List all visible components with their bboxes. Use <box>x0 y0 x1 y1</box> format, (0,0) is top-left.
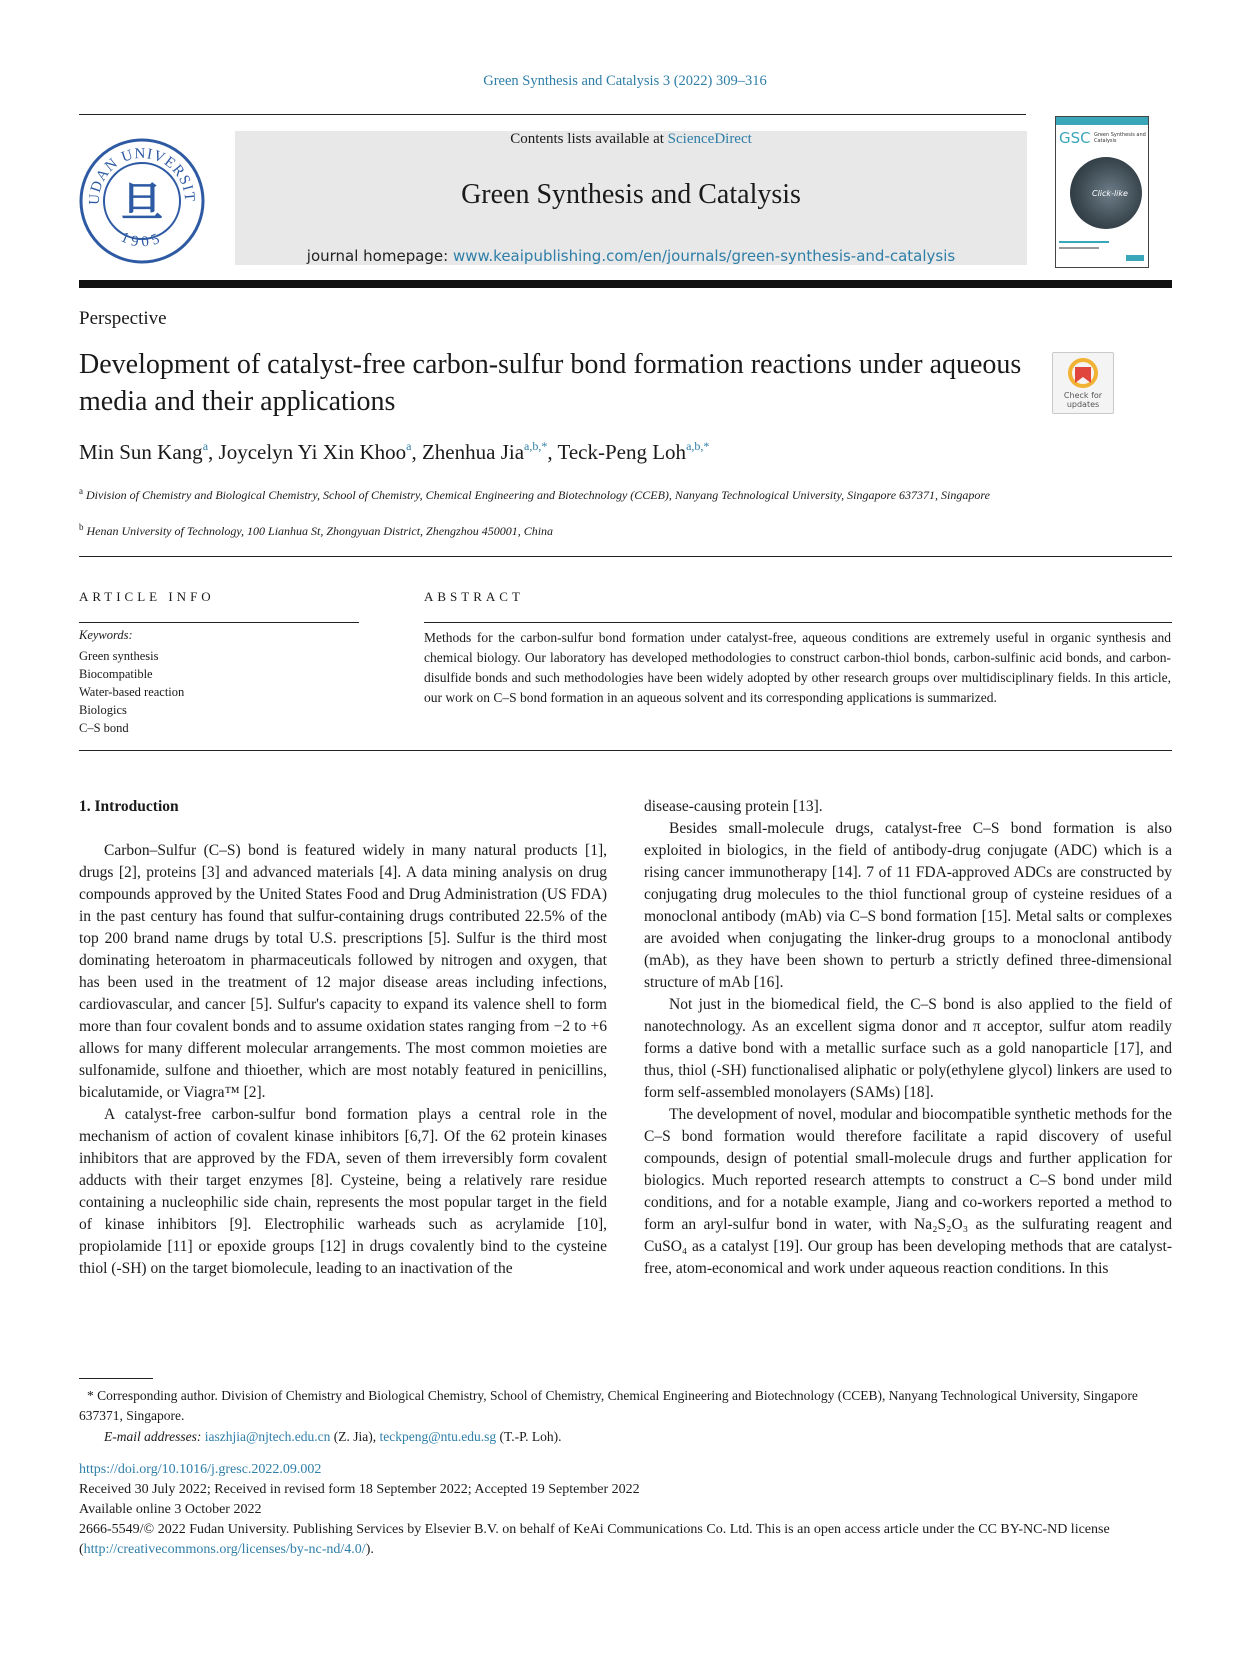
author-affiliation-mark[interactable]: a <box>202 439 209 453</box>
body-left-column <box>79 796 607 1280</box>
keywords-label: Keywords: <box>79 628 133 642</box>
keyword: Biologics <box>79 703 127 717</box>
section-heading: 1. Introduction <box>79 798 179 815</box>
svg-text:FUDAN UNIVERSITY: UDAN UNIVERSIT <box>86 145 198 206</box>
svg-text:旦: 旦 <box>120 178 164 227</box>
author-affiliation-mark[interactable]: a,b,* <box>686 439 710 453</box>
journal-homepage-link[interactable]: www.keaipublishing.com/en/journals/green-synthesis-and-catalysis <box>452 247 956 265</box>
author-affiliation-mark[interactable]: a <box>406 439 412 453</box>
article-metadata <box>79 1460 1172 1560</box>
affiliation-a: $^a$ Division of Chemistry and Biological Chemistry, School of Chemistry, Chemical Engineering and Biotechnology (CCEB), Nanyang Technological University, Singapore 637371, Singapore <box>79 486 990 502</box>
svg-text:updates: updates <box>1066 400 1100 409</box>
email-addresses: E-mail addresses: iaszhjia@njtech.edu.cn (Z. Jia), teckpeng@ntu.edu.sg (T.-P. Loh). <box>104 1429 562 1444</box>
email-link[interactable]: iaszhjia@njtech.edu.cn <box>204 1429 331 1444</box>
available-online: Available online 3 October 2022 <box>79 1502 262 1517</box>
journal-cover-thumbnail: GSC Green Synthesis and Catalysis Click-like <box>1055 116 1149 268</box>
article-info-heading: ARTICLE INFO <box>79 589 215 604</box>
body-right-column <box>644 796 1172 1280</box>
body-paragraph: Carbon–Sulfur (C–S) bond is featured widely in many natural products [1], drugs [2], proteins [3] and advanced materials [4]. A data mining analysis on drug compounds approved by the United States Food and Drug Administration (US FDA) in the past century has found that sulfur-containing drugs contributed 22.5% of the top 200 brand name drugs by total U.S. prescriptions [5]. Sulfur is the third most dominating heteroatom in pharmaceuticals followed by nitrogen and oxygen, that has been used in the treatment of 12 major disease areas including infections, cardiovascular, and cancer [5]. Sulfur's capacity to expand its valence shell to form more than four covalent bonds and to assume oxidation states ranging from −2 to +6 allows for many different molecular arrangements. The most common moieties are sulfonamide, sulfone and thioether, which are most notably featured in penicillins, bicalutamide, or Viagra™ [2]. <box>79 842 607 1101</box>
journal-title: Green Synthesis and Catalysis <box>461 179 801 210</box>
contents-available: Contents lists available at ScienceDirect <box>510 131 752 147</box>
keyword: Green synthesis <box>79 649 159 663</box>
sciencedirect-link[interactable]: ScienceDirect <box>667 131 752 147</box>
author-name[interactable]: Joycelyn Yi Xin Khoo <box>218 440 407 464</box>
body-paragraph: A catalyst-free carbon-sulfur bond formation plays a central role in the mechanism of action of covalent kinase inhibitors [6,7]. Of the 62 protein kinases inhibitors that are approved by the FDA, seven of them irreversibly form covalent adducts with their target enzymes [8]. Cysteine, being a relatively rare residue containing a nucleophilic side chain, represents the most popular target in the field of kinase inhibitors [9]. Electrophilic warheads such as acrylamide [10], propiolamide [11] or epoxide groups [12] in drugs covalently bind to the cysteine thiol (-SH) on the target biomolecule, leading to an inactivation of the <box>79 1106 607 1277</box>
svg-text:Check for: Check for <box>1063 391 1103 400</box>
article-title: Development of catalyst-free carbon-sulfur bond formation reactions under aqueous media and their applications <box>79 349 1022 417</box>
keyword: Biocompatible <box>79 667 153 681</box>
footnote-rule <box>79 1378 153 1379</box>
section-rule <box>79 556 1172 557</box>
abstract-text: Methods for the carbon-sulfur bond formation under catalyst-free, aqueous conditions are extremely useful in organic synthesis and chemical biology. Our laboratory has developed methodologies to construct carbon-thiol bonds, carbon-sulfinic acid bonds, and carbon-disulfide bonds and such methodologies have been widely adopted by other research groups over multidisciplinary fields. In this article, our work on C–S bond formation in an aqueous solvent and its corresponding applications is summarized. <box>424 630 1171 705</box>
header-thick-rule <box>79 280 1172 288</box>
article-info-rule <box>79 622 359 623</box>
article-type: Perspective <box>79 308 167 329</box>
fudan-university-logo <box>79 137 205 265</box>
svg-text:1905: 1905 <box>118 229 166 251</box>
corresponding-author-note: * Corresponding author. Division of Chemistry and Biological Chemistry, School of Chemistry, Chemical Engineering and Biotechnology (CCEB), Nanyang Technological University, Singapore 637371, Singapore. <box>79 1388 1138 1423</box>
author-affiliation-mark[interactable]: a,b,* <box>524 439 548 453</box>
journal-citation-link[interactable]: Green Synthesis and Catalysis 3 (2022) 309–316 <box>483 73 767 89</box>
check-for-updates-button[interactable] <box>1052 352 1114 414</box>
doi-link[interactable]: https://doi.org/10.1016/j.gresc.2022.09.002 <box>79 1462 322 1477</box>
author-name[interactable]: Zhenhua Jia <box>421 440 525 464</box>
body-paragraph: The development of novel, modular and biocompatible synthetic methods for the C–S bond formation would therefore facilitate a rapid discovery of useful compounds, design of potential small-molecule drugs and further application for biologics. Much reported research attempts to construct a C–S bond under mild conditions, and for a notable example, Jiang and co-workers reported a method to form an aryl-sulfur bond in water, with Na₂S₂O₃ as the sulfurating reagent and CuSO₄ as a catalyst [19]. Our group has been developing methods that are catalyst-free, atom-economical and work under aqueous reaction conditions. In this <box>644 1106 1172 1277</box>
received-dates: Received 30 July 2022; Received in revised form 18 September 2022; Accepted 19 September 2022 <box>79 1482 640 1497</box>
keyword: C–S bond <box>79 721 129 735</box>
body-paragraph: Besides small-molecule drugs, catalyst-free C–S bond formation is also exploited in biologics, in the field of antibody-drug conjugate (ADC) which is a rising cancer immunotherapy [14]. 7 of 11 FDA-approved ADCs are constructed by conjugating drug molecules to the thiol functional group of cysteine residues of a monoclonal antibody (mAb) via C–S bond formation [15]. Metal salts or complexes are avoided when conjugating the linker-drug groups to a monoclonal antibody (mAb), as they have been shown to perturb a strictly defined three-dimensional structure of mAb [16]. <box>644 820 1172 991</box>
keyword: Water-based reaction <box>79 685 185 699</box>
section-rule <box>79 750 1172 751</box>
author-name[interactable]: Min Sun Kang <box>79 440 203 464</box>
crossmark-icon <box>1053 353 1113 413</box>
keywords-list <box>79 647 184 737</box>
body-paragraph: Not just in the biomedical field, the C–S bond is also applied to the field of nanotechnology. As an excellent sigma donor and π acceptor, sulfur atom readily forms a dative bond with a metallic surface such as a gold nanoparticle [17], and thus, thiol (-SH) functionalised aliphatic or poly(ethylene glycol) linkers are used to form self-assembled monolayers (SAMs) [18]. <box>644 996 1172 1101</box>
abstract-rule <box>424 622 1172 623</box>
author-name[interactable]: Teck-Peng Loh <box>557 440 687 464</box>
affiliation-b: $^b$ Henan University of Technology, 100 Lianhua St, Zhongyuan District, Zhengzhou 450001, China <box>79 522 554 538</box>
abstract-heading: ABSTRACT <box>424 589 524 604</box>
email-link[interactable]: teckpeng@ntu.edu.sg <box>379 1429 497 1444</box>
body-paragraph: disease-causing protein [13]. <box>644 798 823 815</box>
header-rule <box>79 114 1026 115</box>
license-link[interactable]: http://creativecommons.org/licenses/by-nc-nd/4.0/ <box>83 1542 366 1557</box>
journal-homepage: journal homepage: www.keaipublishing.com/en/journals/green-synthesis-and-catalysis <box>306 247 956 265</box>
copyright-notice: 2666-5549/© 2022 Fudan University. Publishing Services by Elsevier B.V. on behalf of KeAi Communications Co. Ltd. This is an open access article under the CC BY-NC-ND license (http://creativecommons.org/licenses/by-nc-nd/4.0/). <box>79 1522 1110 1557</box>
author-list: Min Sun Kang$^a$, Joycelyn Yi Xin Khoo$^a$, Zhenhua Jia$^{a,b,*}$, Teck-Peng Loh$^{a,b,*}$ <box>79 439 710 464</box>
journal-banner <box>235 131 1027 265</box>
